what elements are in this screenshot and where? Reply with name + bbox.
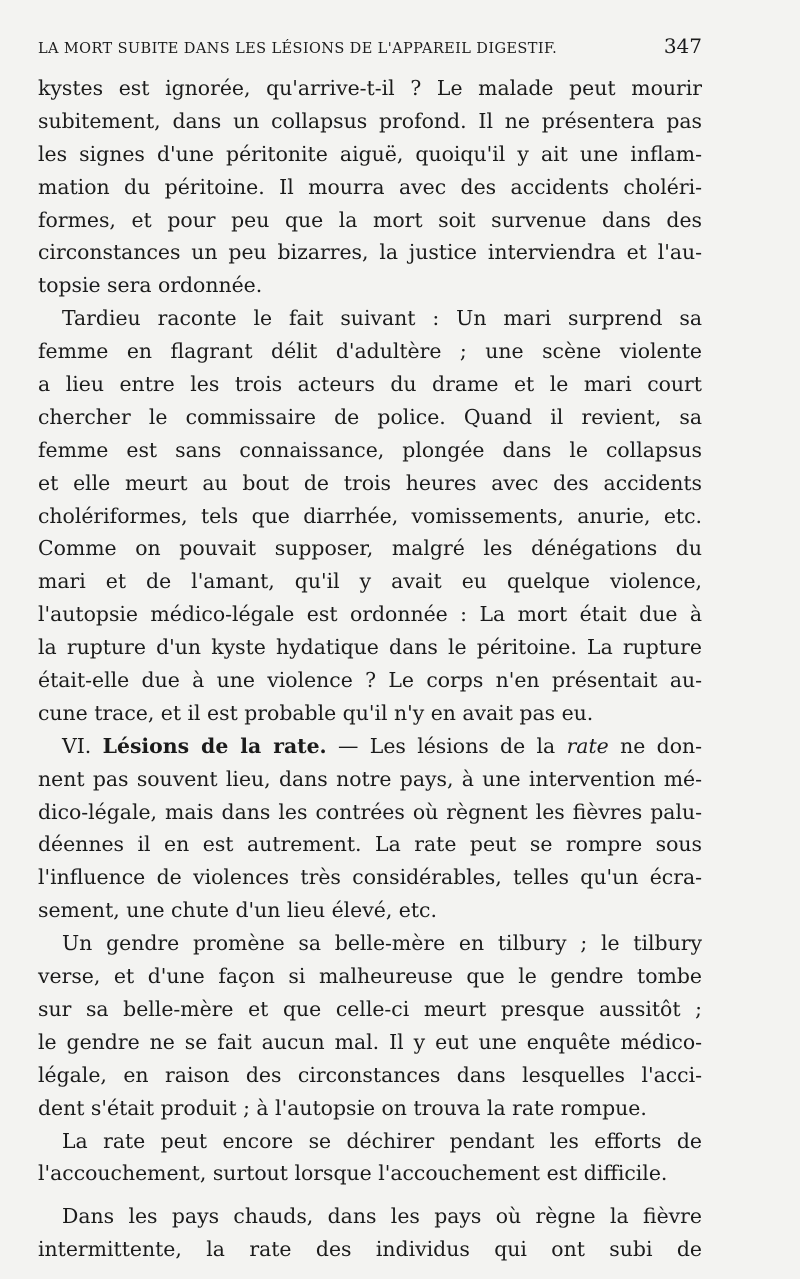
text-line: Un gendre promène sa belle-mère en tilbury ; le tilbury (62, 931, 702, 956)
text-line: mation du péritoine. Il mourra avec des accidents choléri- (38, 174, 702, 199)
text-line: kystes est ignorée, qu'arrive-t-il ? Le malade peut mourir (38, 76, 702, 100)
text-line: mari et de l'amant, qu'il y avait eu quelque violence, (38, 569, 702, 594)
text-line: verse, et d'une façon si malheureuse que le gendre tombe (38, 964, 702, 989)
text-line: topsie sera ordonnée. (38, 273, 263, 298)
text-line: et elle meurt au bout de trois heures avec des accidents (38, 470, 702, 495)
text-line: intermittente, la rate des individus qui ont subi de (38, 1237, 702, 1262)
section-title: Lésions de la rate. (102, 733, 327, 758)
text-line: Comme on pouvait supposer, malgré les dénégations du (38, 536, 702, 561)
running-head (38, 34, 702, 60)
text-line: subitement, dans un collapsus profond. Il ne présentera pas (38, 108, 702, 133)
text-line: le gendre ne se fait aucun mal. Il y eut une enquête médico- (38, 1029, 702, 1054)
page-number: 347 (663, 34, 702, 58)
section-heading-line (38, 730, 702, 763)
text-line: dent s'était produit ; à l'autopsie on trouva la rate rompue. (38, 1095, 647, 1120)
text-line: chercher le commissaire de police. Quand il revient, sa (38, 404, 702, 429)
paragraph-gap (38, 1190, 702, 1200)
text-line: femme en flagrant délit d'adultère ; une scène violente (38, 339, 702, 364)
text-fragment: — Les lésions de la (338, 733, 556, 758)
text-line: était-elle due à une violence ? Le corps n'en présentait au- (38, 668, 702, 693)
text-line: sur sa belle-mère et que celle-ci meurt presque aussitôt ; (38, 996, 702, 1021)
text-line: femme est sans connaissance, plongée dans le collapsus (38, 437, 702, 462)
text-line: cune trace, et il est probable qu'il n'y en avait pas eu. (38, 700, 594, 725)
text-line: dico-légale, mais dans les contrées où règnent les fièvres palu- (38, 799, 702, 824)
text-line: formes, et pour peu que la mort soit survenue dans des (38, 207, 702, 232)
body-text (38, 72, 702, 1266)
text-line: Dans les pays chauds, dans les pays où règne la fièvre (62, 1204, 702, 1229)
text-line: les signes d'une péritonite aiguë, quoiqu'il y ait une inflam- (38, 141, 702, 166)
text-line: sement, une chute d'un lieu élevé, etc. (38, 898, 437, 923)
text-line: la rupture d'un kyste hydatique dans le péritoine. La rupture (38, 635, 702, 660)
text-line: a lieu entre les trois acteurs du drame et le mari court (38, 372, 702, 397)
text-line: circonstances un peu bizarres, la justice interviendra et l'au- (38, 240, 702, 265)
text-fragment: ne don- (620, 733, 703, 758)
text-line: l'autopsie médico-légale est ordonnée : La mort était due à (38, 602, 702, 627)
running-title: LA MORT SUBITE DANS LES LÉSIONS DE L'APPAREIL DIGESTIF. (38, 41, 558, 57)
text-line: déennes il en est autrement. La rate peut se rompre sous (38, 832, 702, 857)
text-line: l'accouchement, surtout lorsque l'accouchement est difficile. (38, 1161, 668, 1186)
text-line: Tardieu raconte le fait suivant : Un mari surprend sa (62, 306, 702, 331)
text-line: l'influence de violences très considérables, telles qu'un écra- (38, 865, 702, 890)
text-line: nent pas souvent lieu, dans notre pays, à une intervention mé- (38, 766, 702, 791)
text-line: La rate peut encore se déchirer pendant les efforts de (62, 1128, 702, 1153)
text-fragment-italic: rate (566, 733, 609, 758)
section-number: VI. (62, 733, 92, 758)
text-line: légale, en raison des circonstances dans lesquelles l'acci- (38, 1062, 702, 1087)
text-line: cholériformes, tels que diarrhée, vomissements, anurie, etc. (38, 503, 702, 528)
